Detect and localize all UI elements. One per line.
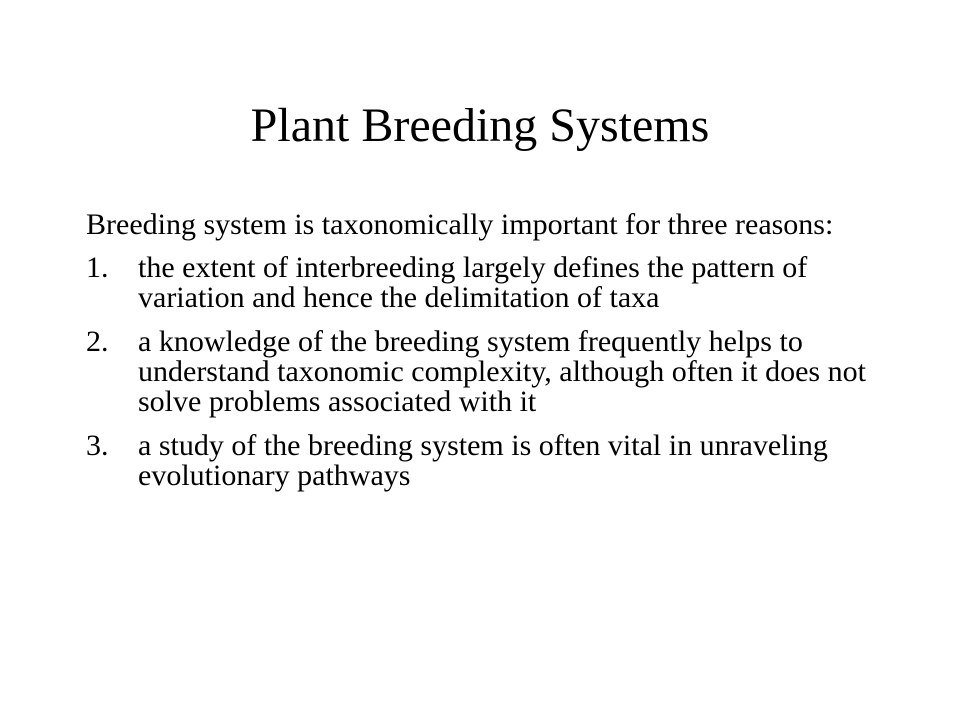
list-item-number: 1.: [86, 251, 109, 284]
list-item: [86, 253, 886, 313]
intro-paragraph: Breeding system is taxonomically important for three reasons:: [86, 208, 834, 241]
list-item-text: a study of the breeding system is often vital in unraveling evolutionary pathways: [138, 429, 828, 492]
slide-body: [86, 210, 886, 505]
list-item-number: 3.: [86, 429, 109, 462]
list-item: [86, 431, 886, 491]
list-item: [86, 327, 886, 417]
list-item-text: the extent of interbreeding largely defines the pattern of variation and hence the delimitation of taxa: [138, 251, 808, 314]
slide-title: Plant Breeding Systems: [250, 99, 710, 152]
list-item-number: 2.: [86, 325, 109, 358]
list-item-text: a knowledge of the breeding system frequently helps to understand taxonomic complexity, although often it does not solve problems associated with it: [138, 325, 866, 418]
